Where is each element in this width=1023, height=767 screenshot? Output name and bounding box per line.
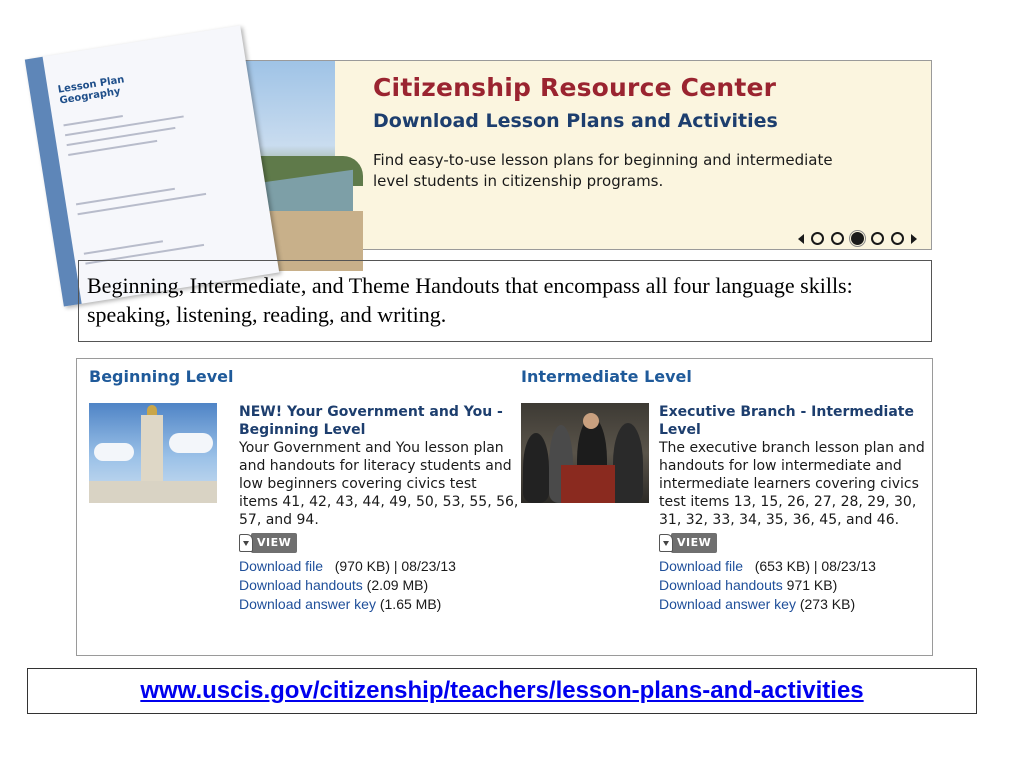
banner-title: Citizenship Resource Center <box>373 73 777 102</box>
carousel-dot-5[interactable] <box>891 232 904 245</box>
hero-banner[interactable] <box>57 60 932 250</box>
intermediate-level-column <box>521 359 931 612</box>
intermediate-download-file-meta: (653 KB) | 08/23/13 <box>754 558 876 574</box>
carousel-pager <box>798 232 917 245</box>
uscis-lesson-plans-url[interactable]: www.uscis.gov/citizenship/teachers/lesson-plans-and-activities <box>140 677 864 704</box>
carousel-dot-1[interactable] <box>811 232 824 245</box>
lesson-plans-panel <box>76 358 933 656</box>
intermediate-level-heading: Intermediate Level <box>521 367 692 386</box>
intermediate-download-answer-key-meta: (273 KB) <box>799 596 856 612</box>
caption-text: Beginning, Intermediate, and Theme Handouts that encompass all four language skills: speaking, listening, reading, and writing. <box>78 260 932 342</box>
beginning-level-column <box>89 359 519 612</box>
beginning-lesson-description: Your Government and You lesson plan and handouts for literacy students and low beginners covering civics test items 41, 42, 43, 44, 49, 50, 53, 55, 56, 57, and 94. <box>239 440 519 528</box>
document-download-icon <box>659 534 673 552</box>
banner-image <box>57 61 335 249</box>
carousel-dot-4[interactable] <box>871 232 884 245</box>
beginning-download-answer-key-meta: (1.65 MB) <box>379 596 442 612</box>
banner-subtitle: Download Lesson Plans and Activities <box>373 110 778 132</box>
intermediate-lesson-title[interactable]: Executive Branch - Intermediate Level <box>659 404 914 438</box>
capitol-building-image <box>89 403 217 503</box>
carousel-dot-3[interactable] <box>851 232 864 245</box>
intermediate-lesson-description: The executive branch lesson plan and handouts for low intermediate and intermediate learners covering civics test items 13, 15, 26, 27, 28, 29, 30, 31, 32, 33, 34, 35, 36, 45, and 46. <box>659 440 925 528</box>
url-box <box>27 668 977 714</box>
beginning-download-handouts-link[interactable]: Download handouts <box>239 577 363 593</box>
arrow-right-icon[interactable] <box>911 234 917 244</box>
banner-description: Find easy-to-use lesson plans for beginning and intermediate level students in citizenship programs. <box>373 151 833 190</box>
carousel-dot-2[interactable] <box>831 232 844 245</box>
intermediate-view-button[interactable]: VIEW <box>659 533 717 553</box>
beginning-download-file-meta: (970 KB) | 08/23/13 <box>334 558 456 574</box>
beginning-download-file-link[interactable]: Download file <box>239 558 324 574</box>
beginning-download-handouts-meta: (2.09 MB) <box>366 577 429 593</box>
president-speech-image <box>521 403 649 503</box>
intermediate-download-handouts-link[interactable]: Download handouts <box>659 577 783 593</box>
beginning-download-answer-key-link[interactable]: Download answer key <box>239 596 376 612</box>
intermediate-download-file-link[interactable]: Download file <box>659 558 744 574</box>
intermediate-download-answer-key-link[interactable]: Download answer key <box>659 596 796 612</box>
document-download-icon <box>239 534 253 552</box>
beginning-lesson-title[interactable]: NEW! Your Government and You - Beginning Level <box>239 404 503 438</box>
beginning-level-heading: Beginning Level <box>89 367 234 386</box>
lesson-plan-preview-image: Lesson Plan Geography <box>25 25 279 306</box>
beginning-view-button[interactable]: VIEW <box>239 533 297 553</box>
arrow-left-icon[interactable] <box>798 234 804 244</box>
intermediate-download-handouts-meta: 971 KB) <box>786 577 838 593</box>
